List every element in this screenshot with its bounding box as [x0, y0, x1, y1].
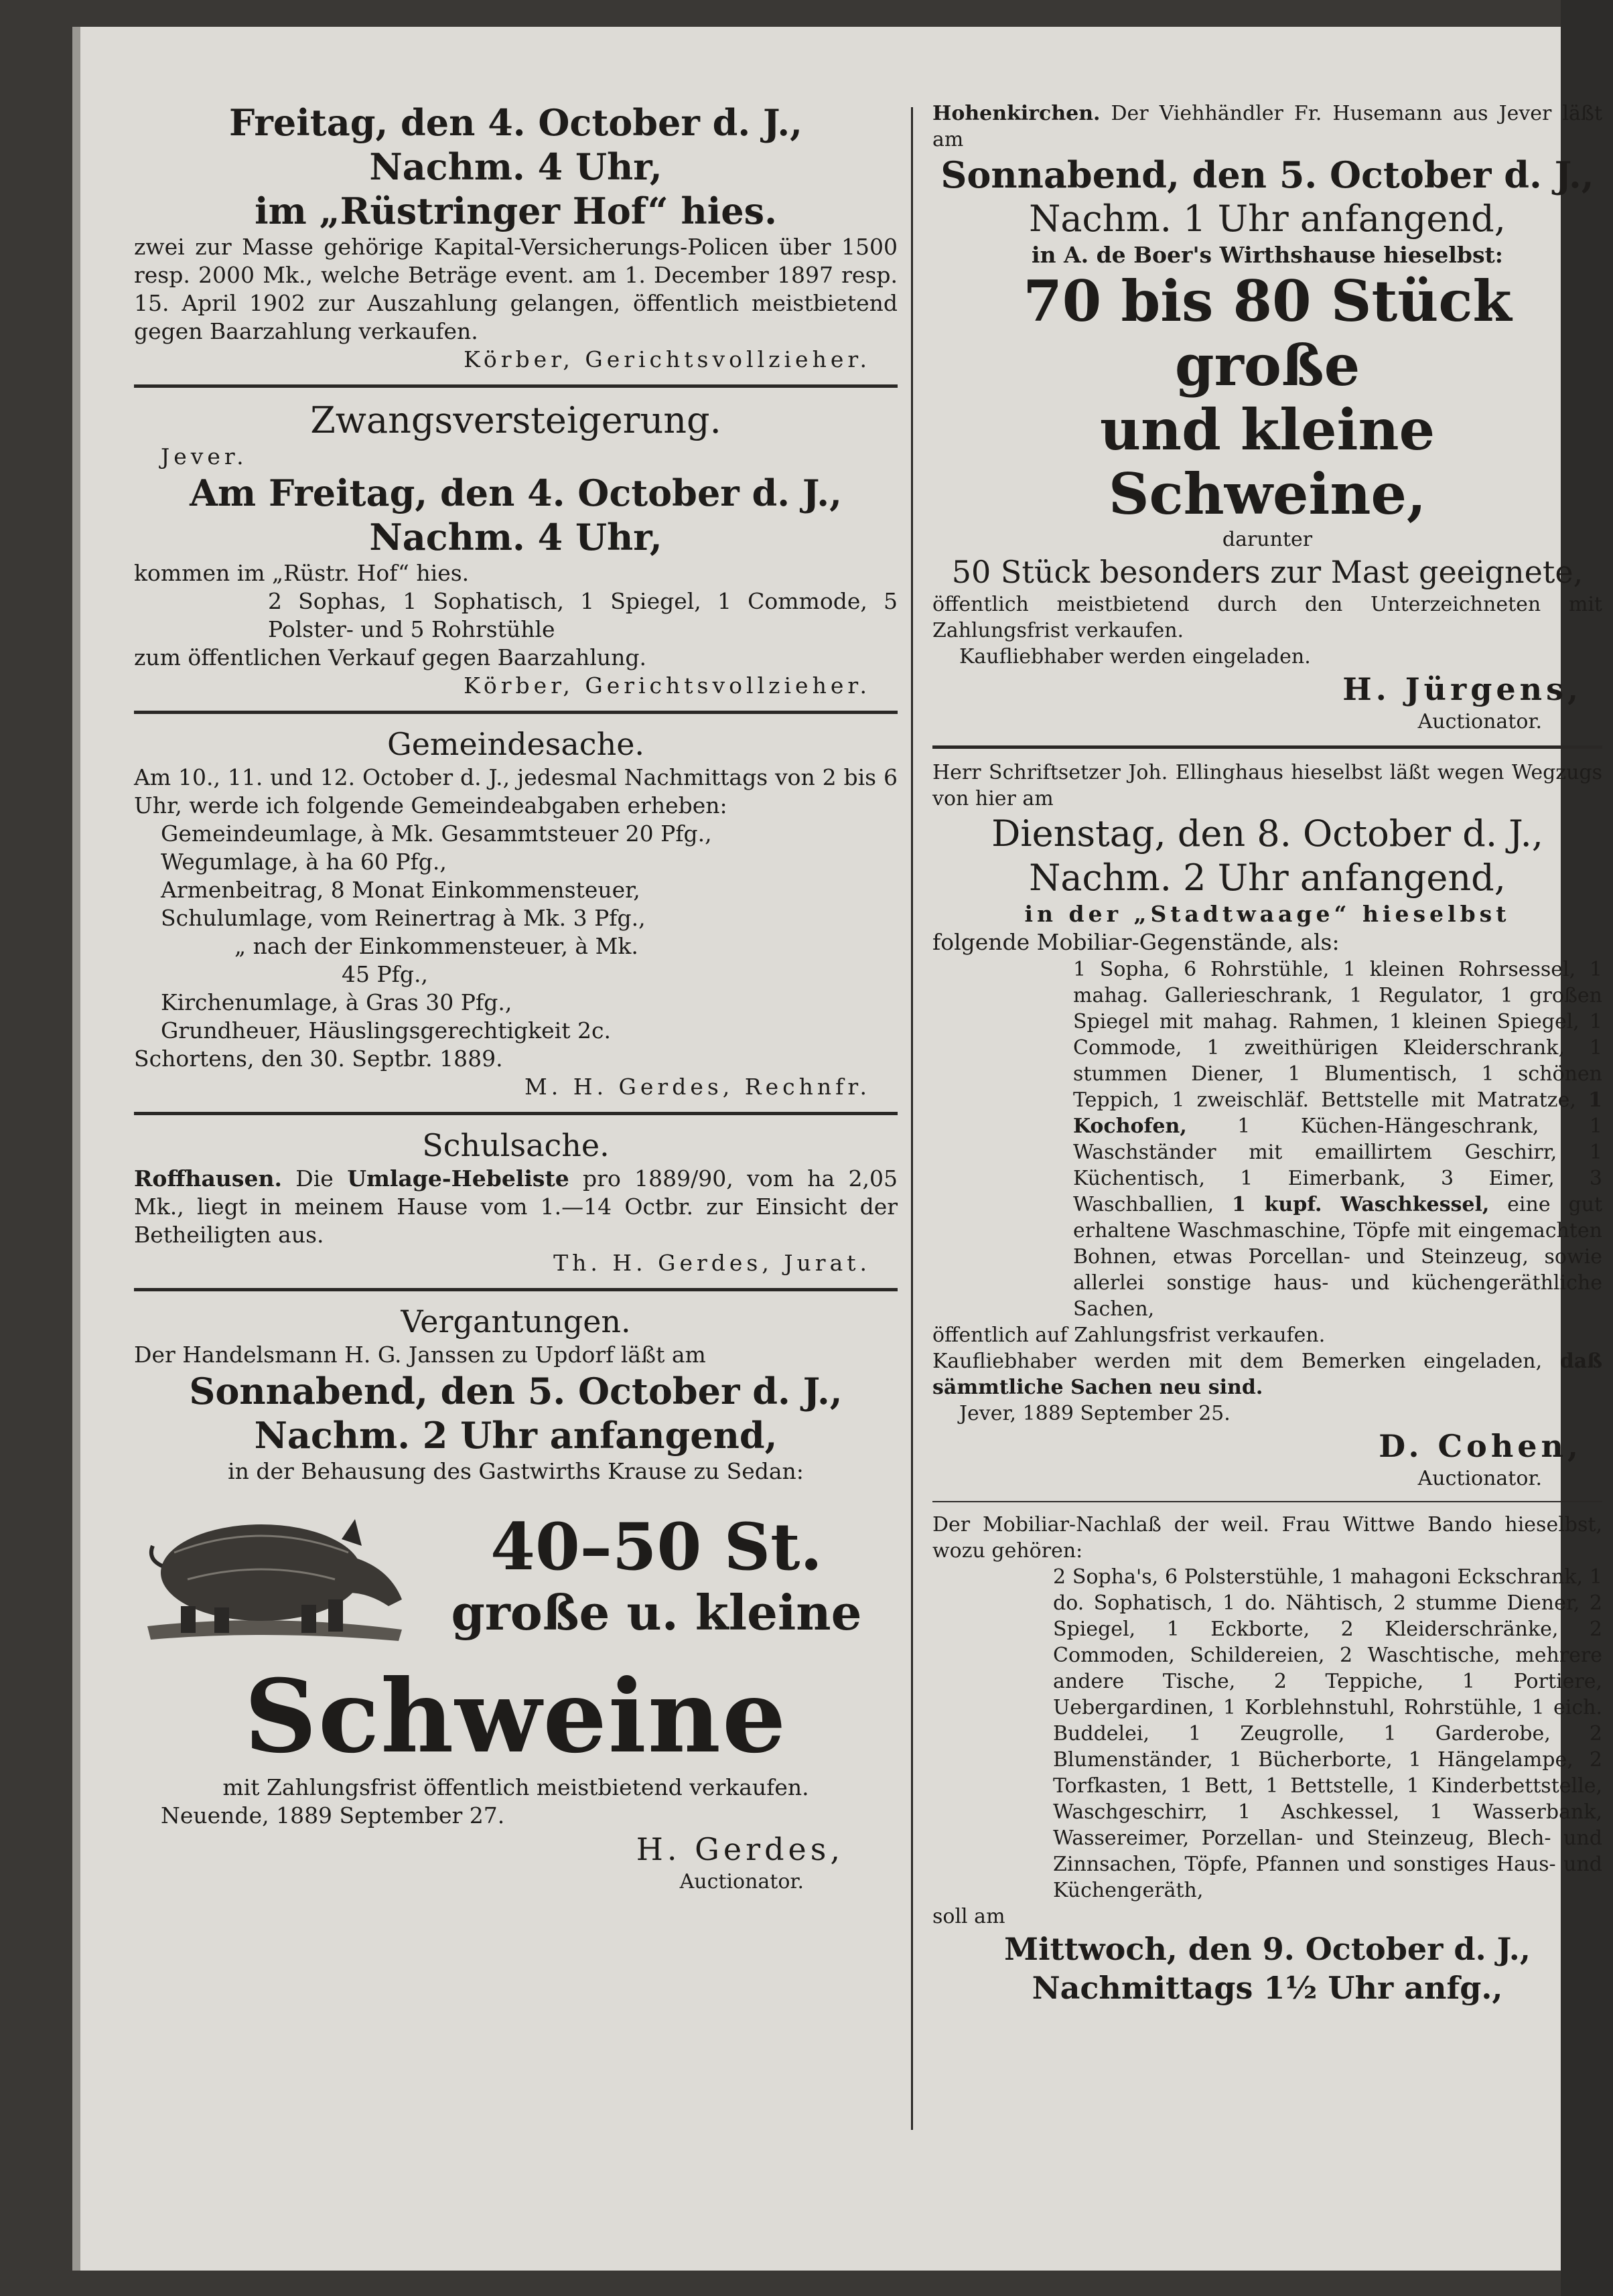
pig-headline: Schweine — [244, 1658, 788, 1776]
place-name: Hohenkirchen. — [932, 102, 1101, 125]
notice-intro — [932, 100, 1602, 153]
separator-rule — [134, 1288, 898, 1291]
item-list: 2 Sopha's, 6 Polsterstühle, 1 mahagoni Eckschrank, 1 do. Sophatisch, 1 do. Nähtisch, 2 stumme Diener, 2 Spiegel, 1 Eckborte, 2 Kleiderschränke, 2 Commoden, Schildereien, 2 Waschtische, mehrere andere Tische, 2 Teppiche, 1 Portiere, Uebergardinen, 1 Korblehnstuhl, Rohrstühle, 1 eich. Buddelei, 1 Zeugrolle, 1 Garderobe, 2 Blumenständer, 1 Bücherborte, 1 Hängelampe, 2 Torfkasten, 1 Bett, 1 Bettstelle, 1 Kinderbettstelle, Waschgeschirr, 1 Aschkessel, 1 Wasserbank, Wassereimer, Porzellan- und Steinzeug, Blech- und Zinnsachen, Töpfe, Pfannen und sonstiges Haus- und Küchengeräth, — [1053, 1565, 1602, 1902]
notice-date: Jever, 1889 September 25. — [959, 1402, 1231, 1425]
separator-rule — [932, 1501, 1602, 1502]
notice-date-line: Freitag, den 4. October d. J., — [229, 101, 802, 144]
notice-role: Auctionator. — [679, 1870, 804, 1893]
notice-signature: Körber, Gerichtsvollzieher. — [464, 672, 871, 699]
notice-subline: darunter — [1222, 528, 1313, 551]
notice-intro: Herr Schriftsetzer Joh. Ellinghaus hieselbst läßt wegen Wegzugs von hier am — [932, 761, 1602, 810]
notice-heading: Zwangsversteigerung. — [310, 399, 721, 441]
notice-body — [134, 1165, 898, 1249]
notice-items: 2 Sophas, 1 Sophatisch, 1 Spiegel, 1 Commode, 5 Polster- und 5 Rohrstühle — [268, 588, 898, 642]
tax-line: Kirchenumlage, à Gras 30 Pfg., — [161, 989, 512, 1015]
notice-ellinghaus — [932, 760, 1602, 1492]
tax-line: „ nach der Einkommensteuer, à Mk. — [234, 933, 638, 959]
notice-gemeindesache — [134, 725, 898, 1101]
body-text: pro 1889/90, vom ha 2,05 Mk., liegt in meinem Hause vom 1.—14 Octbr. zur Einsicht der Betheiligten aus. — [134, 1165, 898, 1248]
notice-subline: folgende Mobiliar-Gegenstände, als: — [932, 929, 1340, 955]
notice-place-line: kommen im „Rüstr. Hof“ hies. — [134, 560, 470, 586]
notice-date-line: Dienstag, den 8. October d. J., — [991, 812, 1543, 855]
notice-body: zum öffentlichen Verkauf gegen Baarzahlung. — [134, 644, 647, 670]
notice-place-line: in der Behausung des Gastwirths Krause zu Sedan: — [228, 1458, 804, 1484]
body-text: Kaufliebhaber werden mit dem Bemerken eingeladen, — [932, 1350, 1560, 1373]
notice-date-line: Am Freitag, den 4. October d. J., — [190, 472, 842, 514]
notice-signature: H. Jürgens, — [1342, 671, 1582, 707]
separator-rule — [932, 745, 1602, 749]
notice-place-line: in der „Stadtwaage“ hieselbst — [1024, 901, 1511, 927]
notice-schulsache — [134, 1126, 898, 1277]
column-divider — [911, 107, 913, 2130]
tax-line: Gemeindeumlage, à Mk. Gesammtsteuer 20 Pfg., — [161, 820, 712, 847]
item-list — [932, 956, 1602, 1322]
notice-role: Auctionator. — [1417, 1467, 1542, 1490]
notice-zwangsversteigerung — [134, 399, 898, 700]
notice-body: öffentlich auf Zahlungsfrist verkaufen. — [932, 1323, 1326, 1347]
notice-signature: Th. H. Gerdes, Jurat. — [553, 1250, 871, 1276]
notice-heading: Gemeindesache. — [387, 726, 645, 762]
pig-headline: und kleine Schweine, — [1099, 397, 1435, 527]
notice-time-line: Nachmittags 1½ Uhr anfg., — [1032, 1970, 1503, 2006]
notice-date-line: Sonnabend, den 5. October d. J., — [940, 153, 1594, 196]
notice-time-line: Nachm. 2 Uhr anfangend, — [1029, 857, 1506, 899]
pig-count: 70 bis 80 Stück große — [1023, 268, 1512, 399]
tax-line: Wegumlage, à ha 60 Pfg., — [161, 849, 447, 875]
notice-invite — [932, 1348, 1602, 1401]
body-text: 1 Küchen-Hängeschrank, 1 Waschständer mit emaillirtem Geschirr, 1 Küchentisch, 1 Eimerbank, 3 Eimer, 3 Waschballien, — [1073, 1115, 1602, 1216]
pig-advert-text — [415, 1510, 898, 1642]
notice-body: öffentlich meistbietend durch den Unterzeichneten mit Zahlungsfrist verkaufen. — [932, 593, 1602, 642]
notice-special: 50 Stück besonders zur Mast geeignete, — [951, 554, 1584, 590]
notice-place-line: im „Rüstringer Hof“ hies. — [255, 190, 777, 232]
notice-hohenkirchen — [932, 100, 1602, 735]
notice-date: Schortens, den 30. Septbr. 1889. — [134, 1046, 503, 1072]
notice-date-line: Mittwoch, den 9. October d. J., — [1004, 1931, 1531, 1967]
notice-vergantungen — [134, 1302, 898, 1895]
place-name: Roffhausen. — [134, 1165, 282, 1192]
separator-rule — [134, 711, 898, 714]
tax-line: Grundheuer, Häuslingsgerechtigkeit 2c. — [161, 1017, 611, 1044]
notice-body: zwei zur Masse gehörige Kapital-Versicherungs-Policen über 1500 resp. 2000 Mk., welche Beträge event. am 1. December 1897 resp. 15. April 1902 zur Auszahlung gelangen, öffentlich meistbietend gegen Baarzahlung verkaufen. — [134, 234, 898, 344]
notice-date-line: Sonnabend, den 5. October d. J., — [189, 1370, 843, 1413]
emphasis-text: Umlage-Hebeliste — [347, 1165, 569, 1192]
notice-signature: M. H. Gerdes, Rechnfr. — [524, 1074, 871, 1100]
body-text: 1 Sopha, 6 Rohrstühle, 1 kleinen Rohrsessel, 1 mahag. Gallerieschrank, 1 Regulator, 1 großen Spiegel mit mahag. Rahmen, 1 kleinen Spiegel, 1 Commode, 1 zweithürigen Kleiderschrank, 1 stummen Diener, 1 Blumentisch, 1 schönen Teppich, 1 zweischläf. Bettstelle mit Matratze, — [1073, 958, 1602, 1112]
notice-intro: Am 10., 11. und 12. October d. J., jedesmal Nachmittags von 2 bis 6 Uhr, werde ich folgende Gemeindeabgaben erheben: — [134, 764, 898, 818]
body-text: Der Viehhändler Fr. Husemann aus Jever läßt am — [932, 102, 1602, 151]
notice-signature: Körber, Gerichtsvollzieher. — [464, 346, 871, 372]
tax-line: Armenbeitrag, 8 Monat Einkommensteuer, — [161, 877, 640, 903]
notice-role: Auctionator. — [1417, 710, 1542, 733]
notice-place-line: in A. de Boer's Wirthshause hieselbst: — [1032, 242, 1503, 268]
notice-time-line: Nachm. 1 Uhr anfangend, — [1029, 198, 1506, 240]
body-text: Die — [281, 1165, 348, 1192]
notice-signature: D. Cohen, — [1379, 1428, 1582, 1464]
emphasis-text: 1 kupf. Waschkessel, — [1231, 1193, 1490, 1216]
notice-intro: Der Handelsmann H. G. Janssen zu Updorf läßt am — [134, 1342, 706, 1368]
notice-date: Neuende, 1889 September 27. — [161, 1802, 505, 1828]
tax-list — [134, 820, 898, 1045]
pig-illustration-icon — [134, 1492, 415, 1660]
left-column — [134, 100, 898, 1895]
notice-heading: Vergantungen. — [401, 1303, 631, 1340]
pig-advert — [134, 1492, 898, 1660]
pig-count: 40–50 St. — [490, 1509, 823, 1585]
notice-bando — [932, 1512, 1602, 2007]
notice-time-line: Nachm. 2 Uhr anfangend, — [254, 1414, 778, 1457]
separator-rule — [134, 384, 898, 388]
notice-body: mit Zahlungsfrist öffentlich meistbietend verkaufen. — [222, 1774, 809, 1800]
notice-intro: Der Mobiliar-Nachlaß der weil. Frau Wittwe Bando hieselbst, wozu gehören: — [932, 1513, 1602, 1563]
body-text: eine gut erhaltene Waschmaschine, Töpfe mit eingemachten Bohnen, etwas Porcellan- und Steinzeug, sowie allerlei sonstige haus- und küchengeräthliche Sachen, — [1073, 1193, 1603, 1321]
emphasis-text: daß sämmtliche Sachen neu sind. — [932, 1350, 1602, 1399]
notice-place: Jever. — [161, 443, 248, 470]
tax-line: 45 Pfg., — [342, 961, 429, 987]
notice-time-line: Nachm. 4 Uhr, — [369, 516, 662, 559]
notice-policen — [134, 100, 898, 374]
notice-heading: Schulsache. — [422, 1127, 610, 1163]
separator-rule — [134, 1112, 898, 1115]
tax-line: Schulumlage, vom Reinertrag à Mk. 3 Pfg., — [161, 905, 646, 931]
right-column — [932, 100, 1602, 2007]
notice-time-line: Nachm. 4 Uhr, — [369, 145, 662, 188]
pig-size: große u. kleine — [451, 1584, 862, 1641]
emphasis-text: 1 Kochofen, — [1073, 1088, 1602, 1138]
notice-invite: Kaufliebhaber werden eingeladen. — [959, 645, 1311, 668]
notice-subline: soll am — [932, 1905, 1005, 1928]
notice-signature: H. Gerdes, — [636, 1831, 844, 1867]
